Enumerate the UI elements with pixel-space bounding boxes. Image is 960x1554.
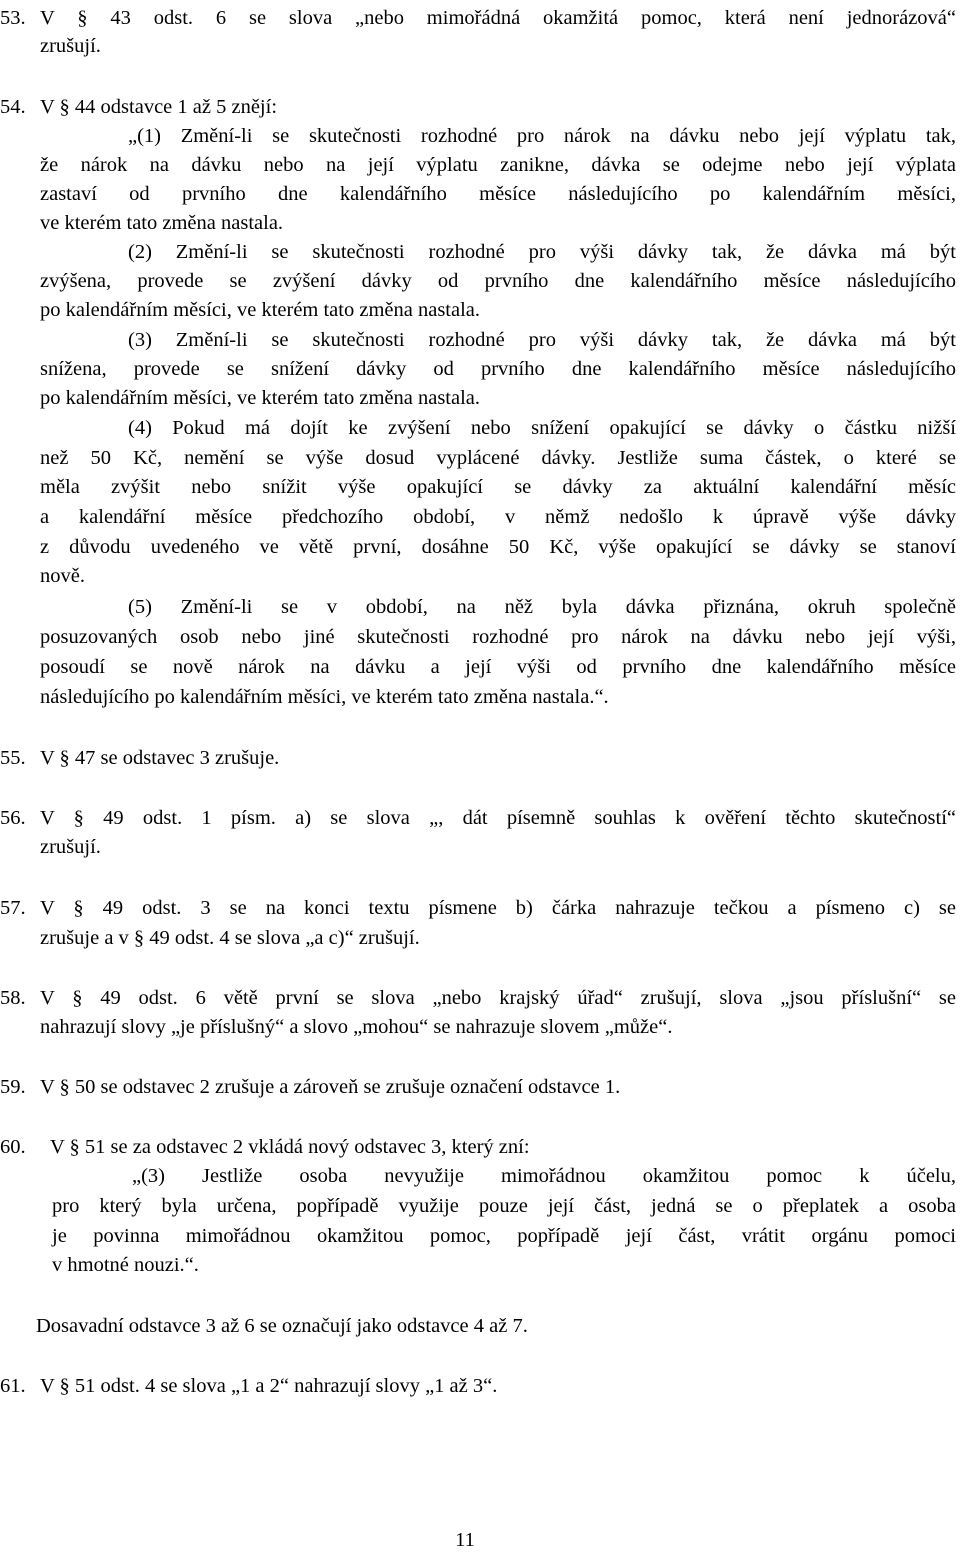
amendment-text: V § 49 odst. 1 písm. a) se slova „, dát písemně souhlas k ověření těchto skutečností“ bbox=[40, 807, 956, 829]
item-number: 60. bbox=[0, 1136, 26, 1158]
paragraph-line: měla zvýšit nebo snížit výše opakující se dávky za aktuální kalendářní měsíc bbox=[40, 476, 956, 498]
paragraph-line: (4) Pokud má dojít ke zvýšení nebo snížení opakující se dávky o částku nižší bbox=[128, 417, 956, 439]
paragraph-line: a kalendářní měsíce předchozího období, v němž nedošlo k úpravě výše dávky bbox=[40, 506, 956, 528]
item-number: 58. bbox=[0, 987, 26, 1009]
paragraph-line: „(3) Jestliže osoba nevyužije mimořádnou okamžitou pomoc k účelu, bbox=[132, 1165, 956, 1187]
paragraph-line: ve kterém tato změna nastala. bbox=[40, 212, 284, 234]
paragraph-line: zastaví od prvního dne kalendářního měsíce následujícího po kalendářním měsíci, bbox=[40, 183, 956, 205]
amendment-text: zrušuje a v § 49 odst. 4 se slova „a c)“ zrušují. bbox=[40, 927, 420, 949]
paragraph-line: než 50 Kč, nemění se výše dosud vyplácené dávky. Jestliže suma částek, o které se bbox=[40, 447, 956, 469]
amendment-text: V § 50 se odstavec 2 zrušuje a zároveň se zrušuje označení odstavce 1. bbox=[40, 1076, 621, 1098]
item-number: 59. bbox=[0, 1076, 26, 1098]
paragraph-line: (3) Změní-li se skutečnosti rozhodné pro výši dávky tak, že dávka má být bbox=[128, 329, 956, 351]
item-number: 55. bbox=[0, 747, 26, 769]
amendment-text: V § 51 odst. 4 se slova „1 a 2“ nahrazují slovy „1 až 3“. bbox=[40, 1375, 498, 1397]
amendment-text: V § 43 odst. 6 se slova „nebo mimořádná okamžitá pomoc, která není jednorázová“ bbox=[40, 7, 956, 29]
paragraph-line: nově. bbox=[40, 565, 85, 587]
item-number: 56. bbox=[0, 807, 26, 829]
paragraph-line: že nárok na dávku nebo na její výplatu zanikne, dávka se odejme nebo její výplata bbox=[40, 154, 956, 176]
amendment-text: V § 44 odstavce 1 až 5 znějí: bbox=[40, 96, 278, 118]
amendment-text: V § 49 odst. 6 větě první se slova „nebo krajský úřad“ zrušují, slova „jsou příslušní“ se bbox=[40, 987, 956, 1009]
paragraph-line: je povinna mimořádnou okamžitou pomoc, popřípadě její část, vrátit orgánu pomoci bbox=[52, 1225, 956, 1247]
paragraph-line: po kalendářním měsíci, ve kterém tato změna nastala. bbox=[40, 387, 481, 409]
paragraph-line: zvýšena, provede se zvýšení dávky od prvního dne kalendářního měsíce následujícího bbox=[40, 270, 956, 292]
paragraph-line: posoudí se nově nárok na dávku a její výši od prvního dne kalendářního měsíce bbox=[40, 656, 956, 678]
paragraph-line: (2) Změní-li se skutečnosti rozhodné pro výši dávky tak, že dávka má být bbox=[128, 241, 956, 263]
item-number: 57. bbox=[0, 897, 26, 919]
amendment-text: V § 47 se odstavec 3 zrušuje. bbox=[40, 747, 280, 769]
paragraph-line: posuzovaných osob nebo jiné skutečnosti rozhodné pro nárok na dávku nebo její výši, bbox=[40, 626, 956, 648]
amendment-text: nahrazují slovy „je příslušný“ a slovo „mohou“ se nahrazuje slovem „může“. bbox=[40, 1016, 673, 1038]
amendment-text: V § 49 odst. 3 se na konci textu písmene b) čárka nahrazuje tečkou a písmeno c) se bbox=[40, 897, 956, 919]
amendment-text: zrušují. bbox=[40, 35, 101, 57]
paragraph-line: po kalendářním měsíci, ve kterém tato změna nastala. bbox=[40, 299, 481, 321]
renumbering-note: Dosavadní odstavce 3 až 6 se označují jako odstavce 4 až 7. bbox=[36, 1315, 528, 1337]
paragraph-line: pro který byla určena, popřípadě využije pouze její část, jedná se o přeplatek a osoba bbox=[52, 1195, 956, 1217]
amendment-text: V § 51 se za odstavec 2 vkládá nový odstavec 3, který zní: bbox=[50, 1136, 530, 1158]
item-number: 53. bbox=[0, 7, 26, 29]
paragraph-line: v hmotné nouzi.“. bbox=[52, 1254, 199, 1276]
item-number: 61. bbox=[0, 1375, 26, 1397]
page-number: 11 bbox=[455, 1529, 475, 1551]
paragraph-line: následujícího po kalendářním měsíci, ve kterém tato změna nastala.“. bbox=[40, 686, 609, 708]
paragraph-line: „(1) Změní-li se skutečnosti rozhodné pro nárok na dávku nebo její výplatu tak, bbox=[128, 125, 956, 147]
amendment-text: zrušují. bbox=[40, 836, 101, 858]
paragraph-line: (5) Změní-li se v období, na něž byla dávka přiznána, okruh společně bbox=[128, 596, 956, 618]
paragraph-line: snížena, provede se snížení dávky od prvního dne kalendářního měsíce následujícího bbox=[40, 358, 956, 380]
paragraph-line: z důvodu uvedeného ve větě první, dosáhne 50 Kč, výše opakující se dávky se stanoví bbox=[40, 536, 956, 558]
item-number: 54. bbox=[0, 96, 26, 118]
